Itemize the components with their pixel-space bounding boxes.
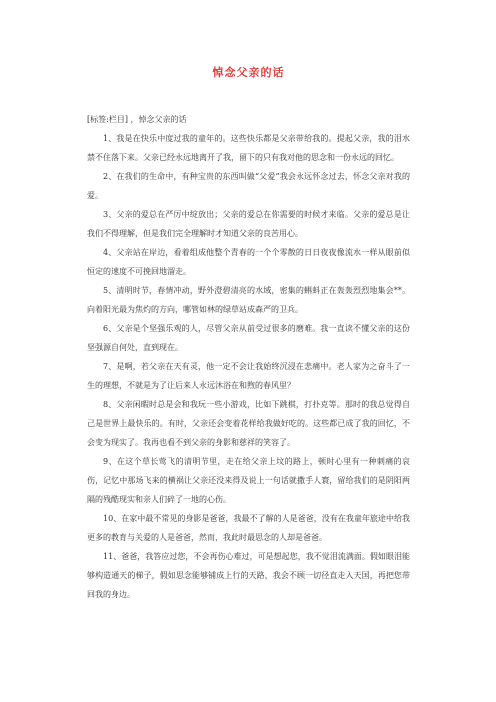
paragraph-9: 9、在这个草长莺飞的清明节里，走在给父亲上坟的路上，顿时心里有一种刺痛的哀伤，记忆中那场飞来的横祸让父亲还没来得及说上一句话就撒手人寰，留给我们的是阴阳两隔的残酷现实和亲人们碎了一地的心伤。 — [87, 457, 410, 504]
paragraph-4: 4、父亲站在岸边，看着组成他整个青春的一个个零散的日日夜夜像流水一样从眼前似恒定的速度不可挽回地溜走。 — [87, 248, 410, 276]
paragraph-8: 8、父亲闲暇时总是会和我玩一些小游戏，比如下跳棋，打扑克等。那时的我总觉得自己是世界上最快乐的。有时，父亲还会变着花样给我做好吃的。这些都已成了我的回忆，不会变为现实了。我再也看不到父亲的身影和慈祥的笑容了。 — [87, 400, 410, 447]
paragraph-11: 11、爸爸，我答应过您，不会再伤心难过，可是想起您，我不觉泪流满面。假如眼泪能够构造通天的梯子，假如思念能够铺成上行的天路，我会不顾一切径直走入天国，再把您带回我的身边。 — [87, 552, 410, 599]
paragraph-6: 6、父亲是个坚强乐观的人，尽管父亲从前受过很多的磨难。我一直读不懂父亲的这份坚强源自何处，直到现在。 — [87, 324, 410, 352]
paragraph-2: 2、在我们的生命中，有种宝贵的东西叫做“父爱”我会永远怀念过去，怀念父亲对我的爱。 — [87, 172, 410, 200]
paragraph-5: 5、清明时节，春情冲动，野外澄碧清亮的水域，密集的蝌蚪正在轰轰烈烈地集会**。向着阳光最为焦灼的方向，哪管如林的绿草站成森严的卫兵。 — [87, 286, 410, 314]
paragraph-1: 1、我是在快乐中度过我的童年的。这些快乐都是父亲带给我的。提起父亲，我的泪水禁不住落下来。父亲已经永远地离开了我，留下的只有我对他的思念和一份永远的回忆。 — [87, 134, 410, 162]
paragraph-7: 7、是啊，若父亲在天有灵，他一定不会让我始终沉浸在悲痛中。老人家为之奋斗了一生的理想，不就是为了让后来人永远沐浴在和煦的春风里？ — [87, 362, 410, 390]
paragraph-10: 10、在家中最不常见的身影是爸爸，我最不了解的人是爸爸，没有在我童年旅途中给我更多的教育与关爱的人是爸爸，然而，我此时最思念的人却是爸爸。 — [87, 514, 410, 542]
tag-line: [标签:栏目] ，悼念父亲的话 — [87, 115, 187, 124]
document-title: 悼念父亲的话 — [212, 66, 285, 79]
paragraph-3: 3、父亲的爱总在严厉中绽放出；父亲的爱总在你需要的时候才来临。父亲的爱总是让我们不得理解，但是我们完全理解时才知道父亲的良苦用心。 — [87, 210, 410, 238]
